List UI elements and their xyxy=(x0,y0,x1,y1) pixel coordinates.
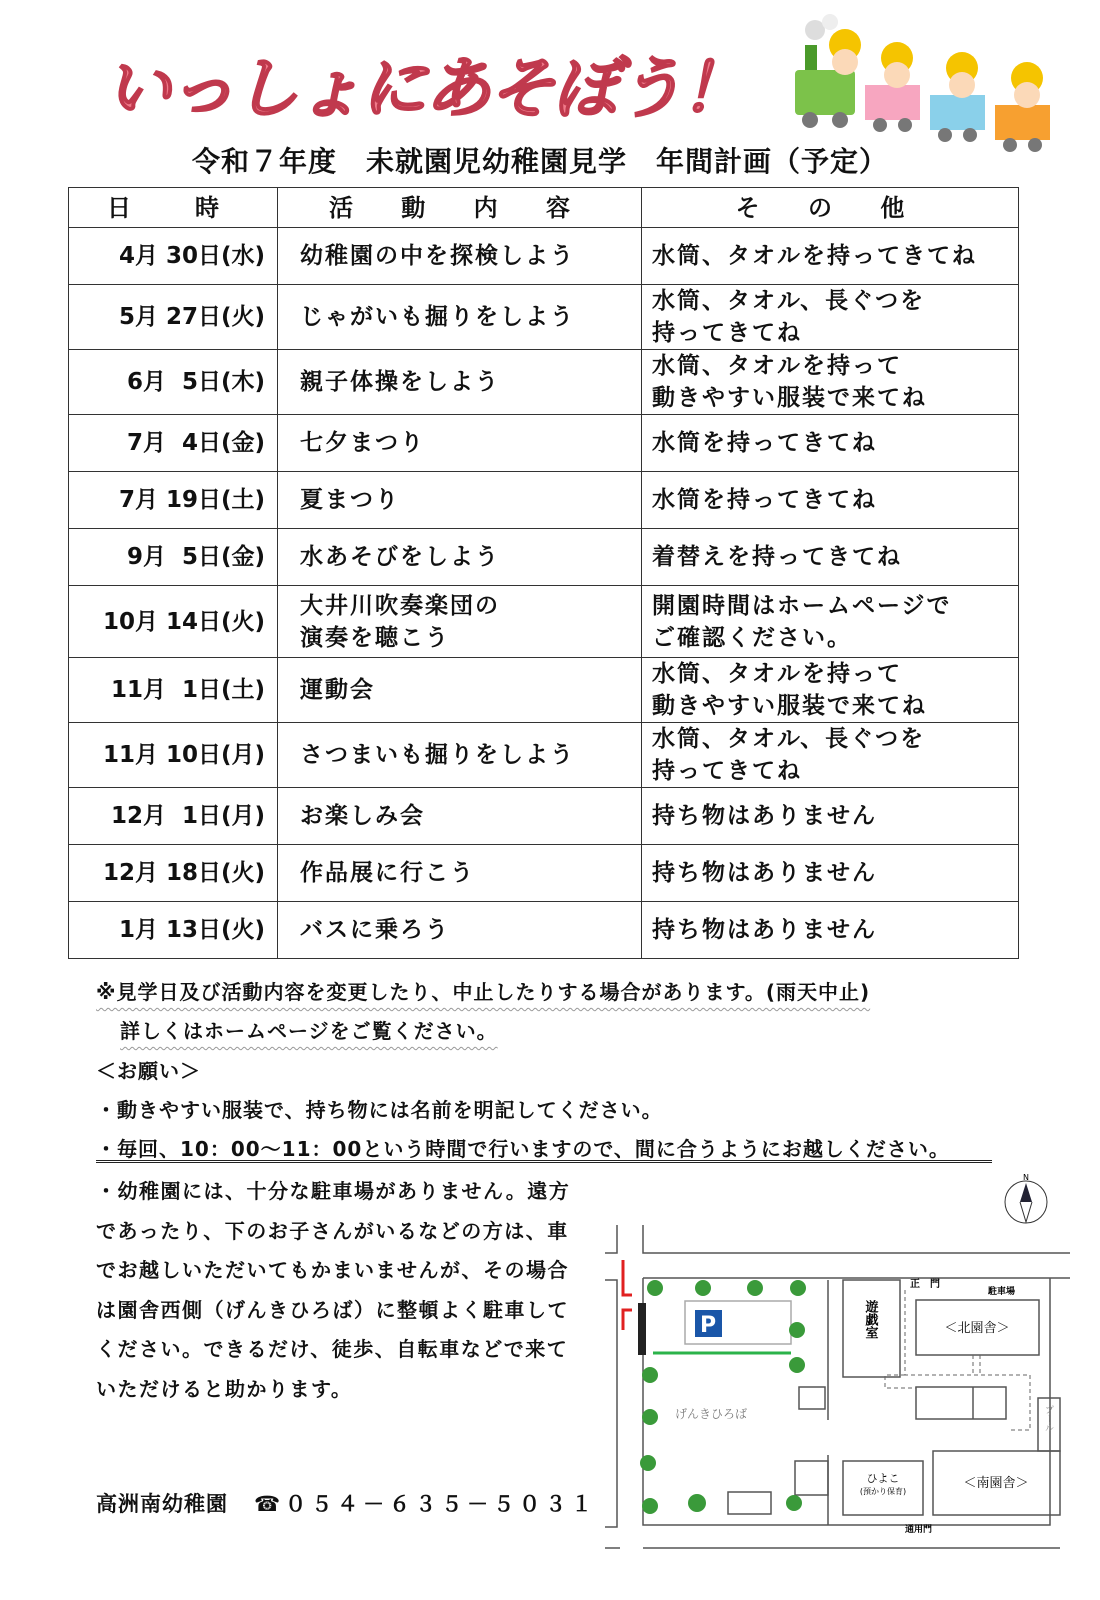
other-cell: 持ち物はありません xyxy=(642,902,1019,959)
date-cell: 6月 5日(木) xyxy=(69,350,278,415)
note-homepage: 詳しくはホームページをご覧ください。 xyxy=(120,1019,498,1043)
date-cell: 7月 19日(土) xyxy=(69,472,278,529)
activity-cell: 運動会 xyxy=(278,658,642,723)
compass-icon xyxy=(1005,1173,1047,1223)
table-row xyxy=(69,350,1019,415)
table-row xyxy=(69,472,1019,529)
request-title: ＜お願い＞ xyxy=(96,1059,201,1083)
table-row xyxy=(69,586,1019,658)
header-other: そ の 他 xyxy=(642,188,1019,228)
other-cell: 水筒、タオル、長ぐつを 持ってきてね xyxy=(642,723,1019,788)
north-building-label: ＜北園舎＞ xyxy=(944,1321,1010,1336)
date-cell: 12月 1日(月) xyxy=(69,788,278,845)
other-cell: 水筒を持ってきてね xyxy=(642,472,1019,529)
table-row xyxy=(69,845,1019,902)
date-cell: 10月 14日(火) xyxy=(69,586,278,658)
date-cell: 4月 30日(水) xyxy=(69,228,278,285)
activity-cell: さつまいも掘りをしよう xyxy=(278,723,642,788)
activity-cell: 幼稚園の中を探検しよう xyxy=(278,228,642,285)
table-row xyxy=(69,529,1019,586)
note-change: ※見学日及び活動内容を変更したり、中止したりする場合があります。(雨天中止) xyxy=(96,980,871,1004)
play-room-label: 遊戯室 xyxy=(862,1300,878,1339)
activity-cell: 親子体操をしよう xyxy=(278,350,642,415)
school-map xyxy=(590,1170,1070,1550)
activity-cell: お楽しみ会 xyxy=(278,788,642,845)
date-cell: 7月 4日(金) xyxy=(69,415,278,472)
table-row xyxy=(69,658,1019,723)
main-gate-label: 正 門 xyxy=(910,1279,940,1290)
parking-lot-label: 駐車場 xyxy=(988,1287,1016,1297)
entry-arrow-icon xyxy=(623,1260,632,1330)
footer xyxy=(96,1488,597,1518)
service-gate-label: 通用門 xyxy=(905,1525,933,1535)
table-row xyxy=(69,788,1019,845)
school-name: 高洲南幼稚園 xyxy=(96,1492,228,1516)
tree-icons xyxy=(640,1280,806,1514)
activity-cell: 夏まつり xyxy=(278,472,642,529)
other-cell: 水筒を持ってきてね xyxy=(642,415,1019,472)
table-row xyxy=(69,902,1019,959)
other-cell: 水筒、タオルを持って 動きやすい服装で来てね xyxy=(642,658,1019,723)
request-time: ・毎回、10：00～11：00という時間で行いますので、間に合うようにお越しください。 xyxy=(96,1137,950,1161)
table-row xyxy=(69,285,1019,350)
hiyoko-label: ひよこ xyxy=(866,1472,900,1485)
date-cell: 1月 13日(火) xyxy=(69,902,278,959)
hiyoko-sub-label: (預かり保育) xyxy=(859,1487,907,1496)
activity-cell: バスに乗ろう xyxy=(278,902,642,959)
activity-cell: じゃがいも掘りをしよう xyxy=(278,285,642,350)
date-cell: 9月 5日(金) xyxy=(69,529,278,586)
date-cell: 12月 18日(火) xyxy=(69,845,278,902)
schedule-table xyxy=(68,187,1019,959)
train-children-illustration xyxy=(785,10,1065,160)
genki-hiroba-label: げんきひろば xyxy=(675,1407,748,1421)
other-cell: 持ち物はありません xyxy=(642,845,1019,902)
parking-sign-label: P xyxy=(699,1313,717,1338)
other-cell: 水筒、タオルを持って 動きやすい服装で来てね xyxy=(642,350,1019,415)
activity-cell: 大井川吹奏楽団の 演奏を聴こう xyxy=(278,586,642,658)
date-cell: 11月 1日(土) xyxy=(69,658,278,723)
other-cell: 着替えを持ってきてね xyxy=(642,529,1019,586)
table-row xyxy=(69,415,1019,472)
activity-cell: 七夕まつり xyxy=(278,415,642,472)
parking-note: ・幼稚園には、十分な駐車場がありません。遠方であったり、下のお子さんがいるなどの方は、車でお越しいただいてもかまいませんが、その場合は園舎西側（げんきひろば）に整頓よく駐車してください。できるだけ、徒歩、自転車などで来ていただけると助かります。 xyxy=(96,1179,571,1401)
activity-cell: 水あそびをしよう xyxy=(278,529,642,586)
pool-label: プール xyxy=(1043,1405,1053,1432)
banner-title: いっしょにあそぼう！ xyxy=(105,50,745,127)
header-date: 日 時 xyxy=(69,188,278,228)
table-row xyxy=(69,228,1019,285)
header-activity: 活 動 内 容 xyxy=(278,188,642,228)
activity-cell: 作品展に行こう xyxy=(278,845,642,902)
svg-text:N: N xyxy=(1023,1173,1029,1182)
date-cell: 11月 10日(月) xyxy=(69,723,278,788)
other-cell: 持ち物はありません xyxy=(642,788,1019,845)
request-clothing: ・動きやすい服装で、持ち物には名前を明記してください。 xyxy=(96,1098,663,1122)
other-cell: 水筒、タオルを持ってきてね xyxy=(642,228,1019,285)
other-cell: 水筒、タオル、長ぐつを 持ってきてね xyxy=(642,285,1019,350)
south-building-label: ＜南園舎＞ xyxy=(963,1476,1029,1491)
divider xyxy=(96,1160,992,1164)
subtitle: 令和７年度 未就園児幼稚園見学 年間計画（予定） xyxy=(191,145,888,178)
phone-number: ☎０５４－６３５－５０３１ xyxy=(254,1492,598,1516)
date-cell: 5月 27日(火) xyxy=(69,285,278,350)
other-cell: 開園時間はホームページで ご確認ください。 xyxy=(642,586,1019,658)
table-row xyxy=(69,723,1019,788)
